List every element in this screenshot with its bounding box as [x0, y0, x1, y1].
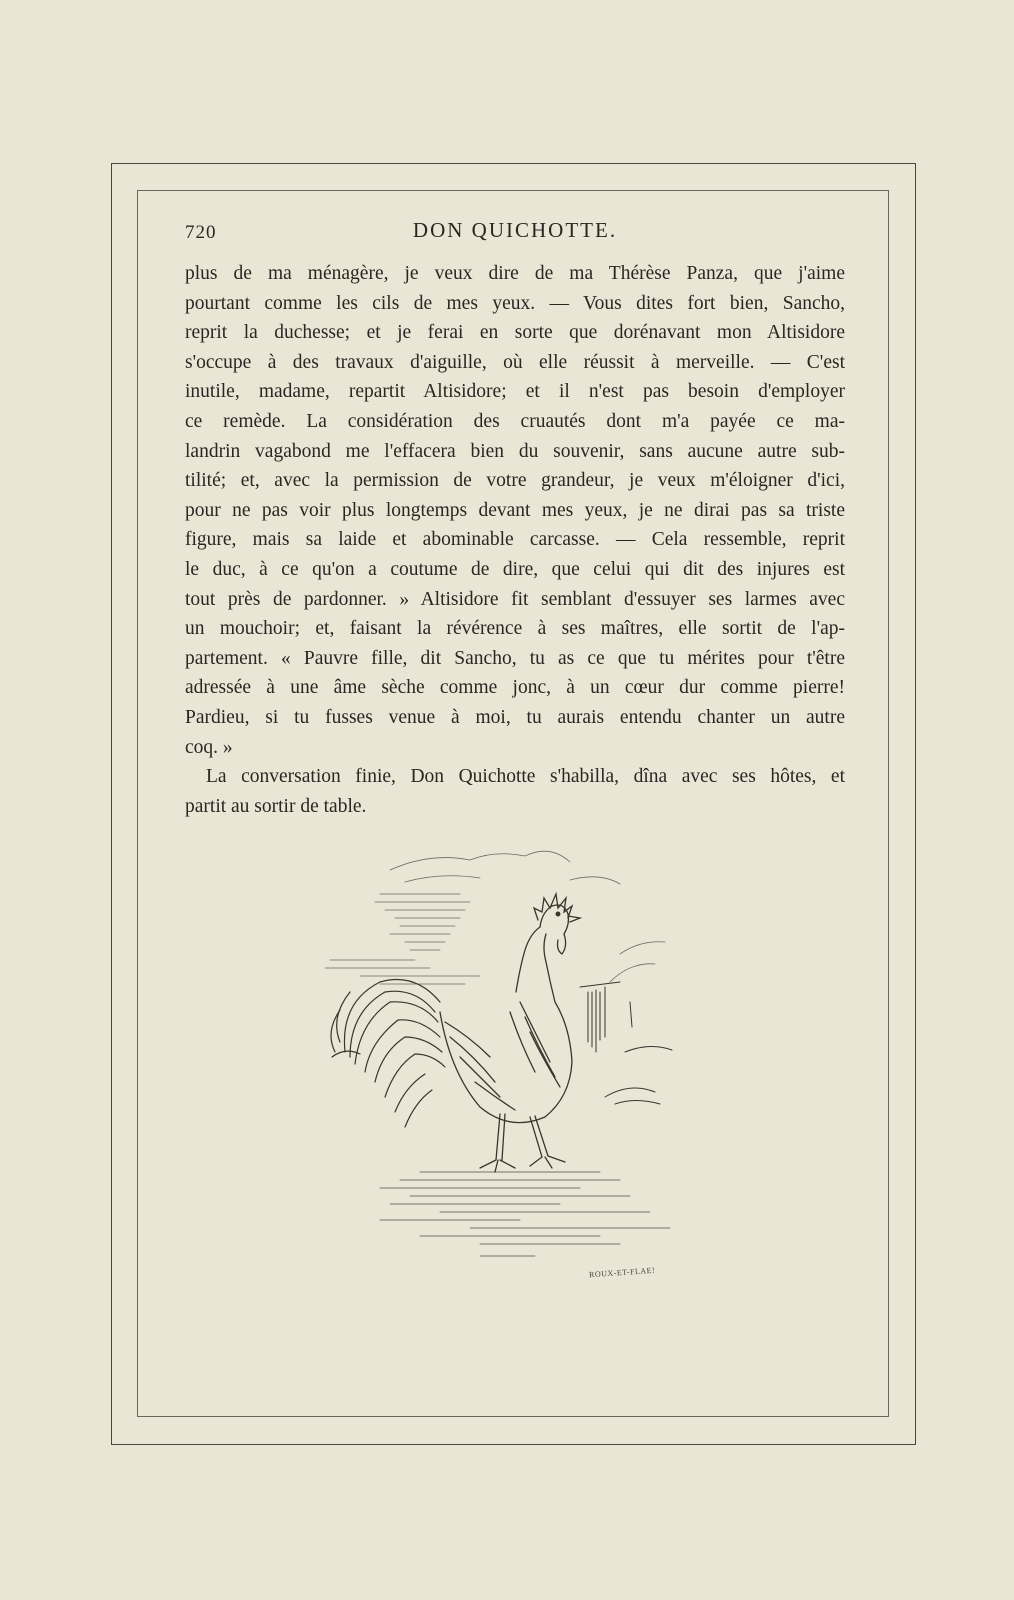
text-line: s'occupe à des travaux d'aiguille, où elle réussit à merveille. — C'est: [185, 351, 845, 373]
rooster-tail: [331, 980, 445, 1128]
text-line: tout près de pardonner. » Altisidore fit semblant d'essuyer ses larmes avec: [185, 588, 845, 610]
text-line: pour ne pas voir plus longtemps devant mes yeux, je ne dirai pas sa triste: [185, 499, 845, 521]
text-line: inutile, madame, repartit Altisidore; et il n'est pas besoin d'employer: [185, 381, 845, 403]
text-line: figure, mais sa laide et abominable carcasse. — Cela ressemble, reprit: [185, 529, 845, 551]
rooster-illustration: [320, 842, 690, 1282]
running-title: DON QUICHOTTE.: [412, 218, 618, 242]
text-line: tilité; et, avec la permission de votre grandeur, je veux m'éloigner d'ici,: [185, 470, 845, 492]
text-line: plus de ma ménagère, je veux dire de ma Thérèse Panza, que j'aime: [185, 263, 845, 284]
sky-hatching: [325, 851, 665, 984]
background-posts: [580, 982, 672, 1104]
body-text: [185, 259, 845, 821]
text-line: landrin vagabond me l'effacera bien du souvenir, sans aucune autre sub-: [185, 440, 845, 462]
running-head: [185, 218, 845, 248]
rooster-body: [440, 927, 572, 1123]
text-line: partement. « Pauvre fille, dit Sancho, tu as ce que tu mérites pour t'être: [185, 647, 845, 669]
page-number: 720: [185, 222, 217, 243]
rooster-head: [534, 894, 580, 954]
text-line: adressée à une âme sèche comme jonc, à un cœur dur comme pierre!: [185, 677, 845, 699]
text-line: pourtant comme les cils de mes yeux. — Vous dites fort bien, Sancho,: [185, 292, 845, 314]
text-line: le duc, à ce qu'on a coutume de dire, que celui qui dit des injures est: [185, 558, 845, 580]
ground-hatching: [380, 1172, 670, 1256]
text-line: La conversation finie, Don Quichotte s'habilla, dîna avec ses hôtes, et: [206, 766, 845, 788]
text-line: partit au sortir de table.: [185, 795, 367, 817]
text-line: coq. »: [185, 736, 233, 758]
text-line: reprit la duchesse; et je ferai en sorte que dorénavant mon Altisidore: [185, 322, 845, 344]
engraver-signature: ROUX-ET-FLAE!: [588, 1265, 656, 1280]
text-line: Pardieu, si tu fusses venue à moi, tu aurais entendu chanter un autre: [185, 706, 845, 728]
text-line: un mouchoir; et, faisant la révérence à ses maîtres, elle sortit de l'ap-: [185, 618, 845, 640]
text-line: ce remède. La considération des cruautés dont m'a payée ce ma-: [185, 410, 845, 432]
